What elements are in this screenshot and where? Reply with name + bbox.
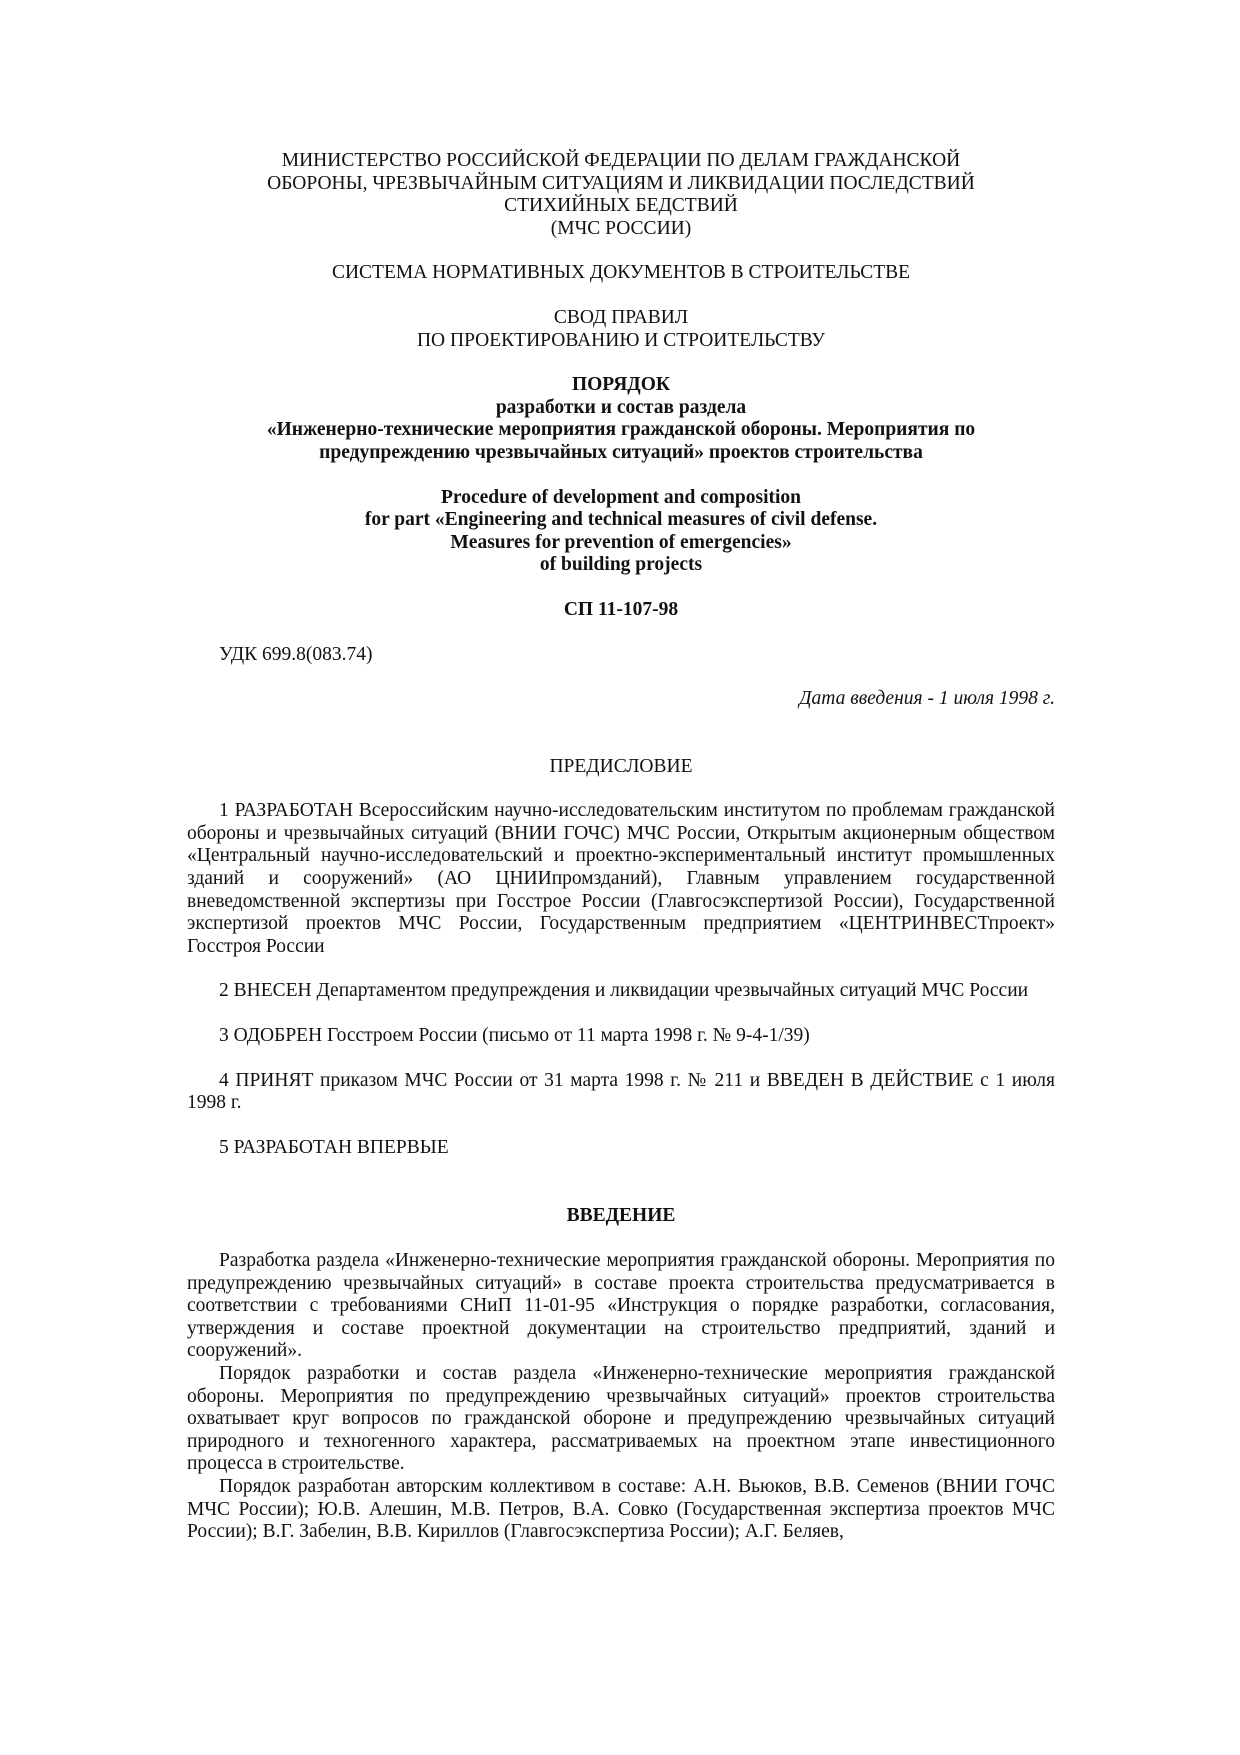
title-ru-line-2: разработки и состав раздела [495,396,747,418]
foreword-item: 1 РАЗРАБОТАН Всероссийским научно-исследовательским институтом по проблемам гражданской обороны и чрезвычайных ситуаций (ВНИИ ГОЧС) МЧС России, Открытым акционерным обществом «Центральный научно-исследовательский и проектно-экспериментальный институт промышленных зданий и сооружений» (АО ЦНИИпромзданий), Главным управлением государственной вневедомственной экспертизы при Госстрое России (Главгосэкспертизой России), Государственной экспертизой проектов МЧС России, Государственным предприятием «ЦЕНТРИНВЕСТпроект» Госстроя России [187,800,1055,957]
introduction-heading: ВВЕДЕНИЕ [566,1205,676,1227]
introduction-paragraph: Порядок разработан авторским коллективом в составе: А.Н. Вьюков, В.В. Семенов (ВНИИ ГОЧС МЧС России); Ю.В. Алешин, М.В. Петров, В.А. Совко (Государственная экспертиза проектов МЧС России); В.Г. Забелин, В.В. Кириллов (Главгосэкспертиза России); А.Г. Беляев, [187,1475,1055,1543]
code-title-line-1: СВОД ПРАВИЛ [553,306,689,328]
ministry-line-2: ОБОРОНЫ, ЧРЕЗВЫЧАЙНЫМ СИТУАЦИЯМ И ЛИКВИДАЦИИ ПОСЛЕДСТВИЙ [267,172,975,194]
code-title-line-2: ПО ПРОЕКТИРОВАНИЮ И СТРОИТЕЛЬСТВУ [416,329,826,351]
introduction-paragraph: Разработка раздела «Инженерно-технические мероприятия гражданской обороны. Мероприятия по предупреждению чрезвычайных ситуаций» в составе проекта строительства предусматривается в соответствии с требованиями СНиП 11-01-95 «Инструкция о порядке разработки, согласования, утверждения и составе проектной документации на строительство предприятий, зданий и сооружений». [187,1250,1055,1362]
title-ru-line-3: «Инженерно-технические мероприятия гражданской обороны. Мероприятия по [266,419,976,441]
ministry-header [187,150,1055,240]
introduction-date: Дата введения - 1 июля 1998 г. [799,688,1055,710]
title-ru-line-1: ПОРЯДОК [571,374,671,396]
foreword-item: 4 ПРИНЯТ приказом МЧС России от 31 марта 1998 г. № 211 и ВВЕДЕН В ДЕЙСТВИЕ с 1 июля 1998 г. [187,1069,1055,1114]
document-title-en [187,487,1055,577]
title-ru-line-4: предупреждению чрезвычайных ситуаций» проектов строительства [319,441,923,463]
foreword-item: 2 ВНЕСЕН Департаментом предупреждения и ликвидации чрезвычайных ситуаций МЧС России [219,980,1029,1002]
document-code: СП 11-107-98 [563,598,679,620]
foreword-heading: ПРЕДИСЛОВИЕ [549,755,693,777]
ministry-abbreviation: (МЧС РОССИИ) [550,217,692,239]
ministry-line-3: СТИХИЙНЫХ БЕДСТВИЙ [504,195,738,217]
system-title: СИСТЕМА НОРМАТИВНЫХ ДОКУМЕНТОВ В СТРОИТЕЛЬСТВЕ [331,262,911,284]
title-en-line-4: of building projects [539,554,703,576]
foreword-item: 5 РАЗРАБОТАН ВПЕРВЫЕ [219,1136,449,1158]
title-en-line-2: for part «Engineering and technical measures of civil defense. [364,509,878,531]
code-of-rules-title [187,307,1055,352]
udk-classifier: УДК 699.8(083.74) [219,643,373,665]
ministry-line-1: МИНИСТЕРСТВО РОССИЙСКОЙ ФЕДЕРАЦИИ ПО ДЕЛАМ ГРАЖДАНСКОЙ [281,150,961,171]
introduction-paragraph: Порядок разработки и состав раздела «Инженерно-технические мероприятия гражданской обороны. Мероприятия по предупреждению чрезвычайных ситуаций» проектов строительства охватывает круг вопросов по гражданской обороне и предупреждению чрезвычайных ситуаций природного и техногенного характера, рассматриваемых на проектном этапе инвестиционного процесса в строительстве. [187,1362,1055,1475]
title-en-line-1: Procedure of development and composition [440,486,802,508]
title-en-line-3: Measures for prevention of emergencies» [450,531,792,553]
document-title-ru [187,374,1055,464]
foreword-item: 3 ОДОБРЕН Госстроем России (письмо от 11 марта 1998 г. № 9-4-1/39) [219,1025,810,1047]
